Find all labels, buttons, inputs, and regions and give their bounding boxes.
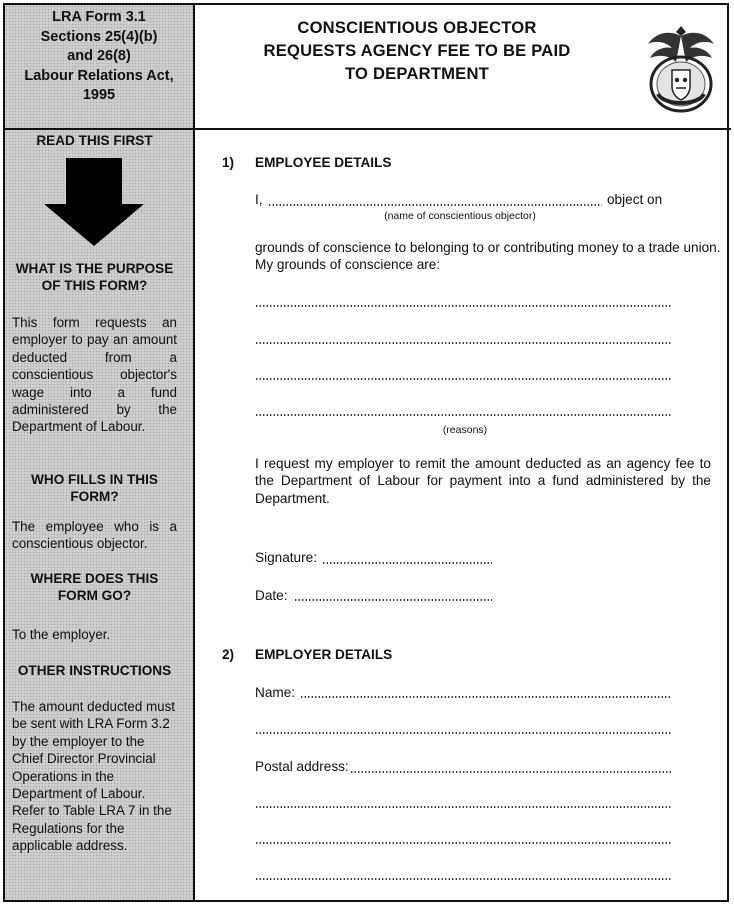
title-line: TO DEPARTMENT [345,64,489,83]
form-id-line: Sections 25(4)(b) [40,28,158,45]
reasons-line[interactable] [255,305,671,307]
date-field[interactable] [294,599,492,601]
employer-name-label: Name: [255,685,296,700]
title-line: CONSCIENTIOUS OBJECTOR [297,18,537,37]
where-text: To the employer. [12,627,111,642]
who-text: The employee who is a conscientious objector. [12,519,177,552]
grounds-text: My grounds of conscience are: [255,257,441,272]
form-id-line: and 26(8) [67,48,131,64]
objector-name-field[interactable] [268,204,602,206]
purpose-heading: WHAT IS THE PURPOSE OF THIS FORM? [15,261,174,294]
section-number: 1) [222,155,235,170]
date-label: Date: [255,588,288,603]
signature-label: Signature: [255,550,317,565]
who-heading: WHO FILLS IN THIS FORM? [31,472,158,505]
section-heading: EMPLOYER DETAILS [255,647,393,662]
section-number: 2) [222,647,235,662]
other-text: The amount deducted must be sent with LRA Form 3.2 by the employer to the Chief Director Provincial Operations in the Department of Labour. Refer to Table LRA 7 in the Regulations for the applicable address. [12,699,176,854]
postal-address-field[interactable] [350,771,671,773]
reasons-line[interactable] [255,342,671,344]
form-id-line: Labour Relations Act, [24,67,174,84]
signature-field[interactable] [322,562,492,564]
postal-address-field[interactable] [255,842,671,844]
i-label: I, [255,192,263,207]
postal-address-field[interactable] [255,806,671,808]
where-heading: WHERE DOES THIS FORM GO? [30,571,159,604]
header-divider [3,128,731,130]
reasons-line[interactable] [255,378,671,380]
postal-address-label: Postal address: [255,759,349,774]
form-identifier [5,8,193,106]
section-heading: EMPLOYEE DETAILS [255,155,392,170]
form-id-line: LRA Form 3.1 [52,9,146,25]
object-on-label: object on [607,192,663,207]
name-hint: (name of conscientious objector) [384,210,536,222]
reasons-line[interactable] [255,414,671,416]
employer-name-field[interactable] [255,732,671,734]
postal-address-field[interactable] [255,878,671,880]
form-id-line: 1995 [82,87,116,103]
down-arrow-icon [42,158,146,246]
request-text: I request my employer to remit the amount deducted as an agency fee to the Department of Labour for payment into a fund administered by the Department. [255,456,711,506]
read-first-heading: READ THIS FIRST [36,133,153,148]
title-line: REQUESTS AGENCY FEE TO BE PAID [263,41,571,60]
grounds-text: grounds of conscience to belonging to or contributing money to a trade union. [255,240,721,255]
employer-name-field[interactable] [300,696,671,698]
column-divider [193,3,195,902]
purpose-text: This form requests an employer to pay an amount deducted from a conscientious objector's wage into a fund administered by the Department of Labour. [12,315,177,435]
form-title [197,16,637,85]
reasons-hint: (reasons) [442,424,488,436]
other-heading: OTHER INSTRUCTIONS [17,663,172,678]
coat-of-arms-icon [642,22,720,114]
